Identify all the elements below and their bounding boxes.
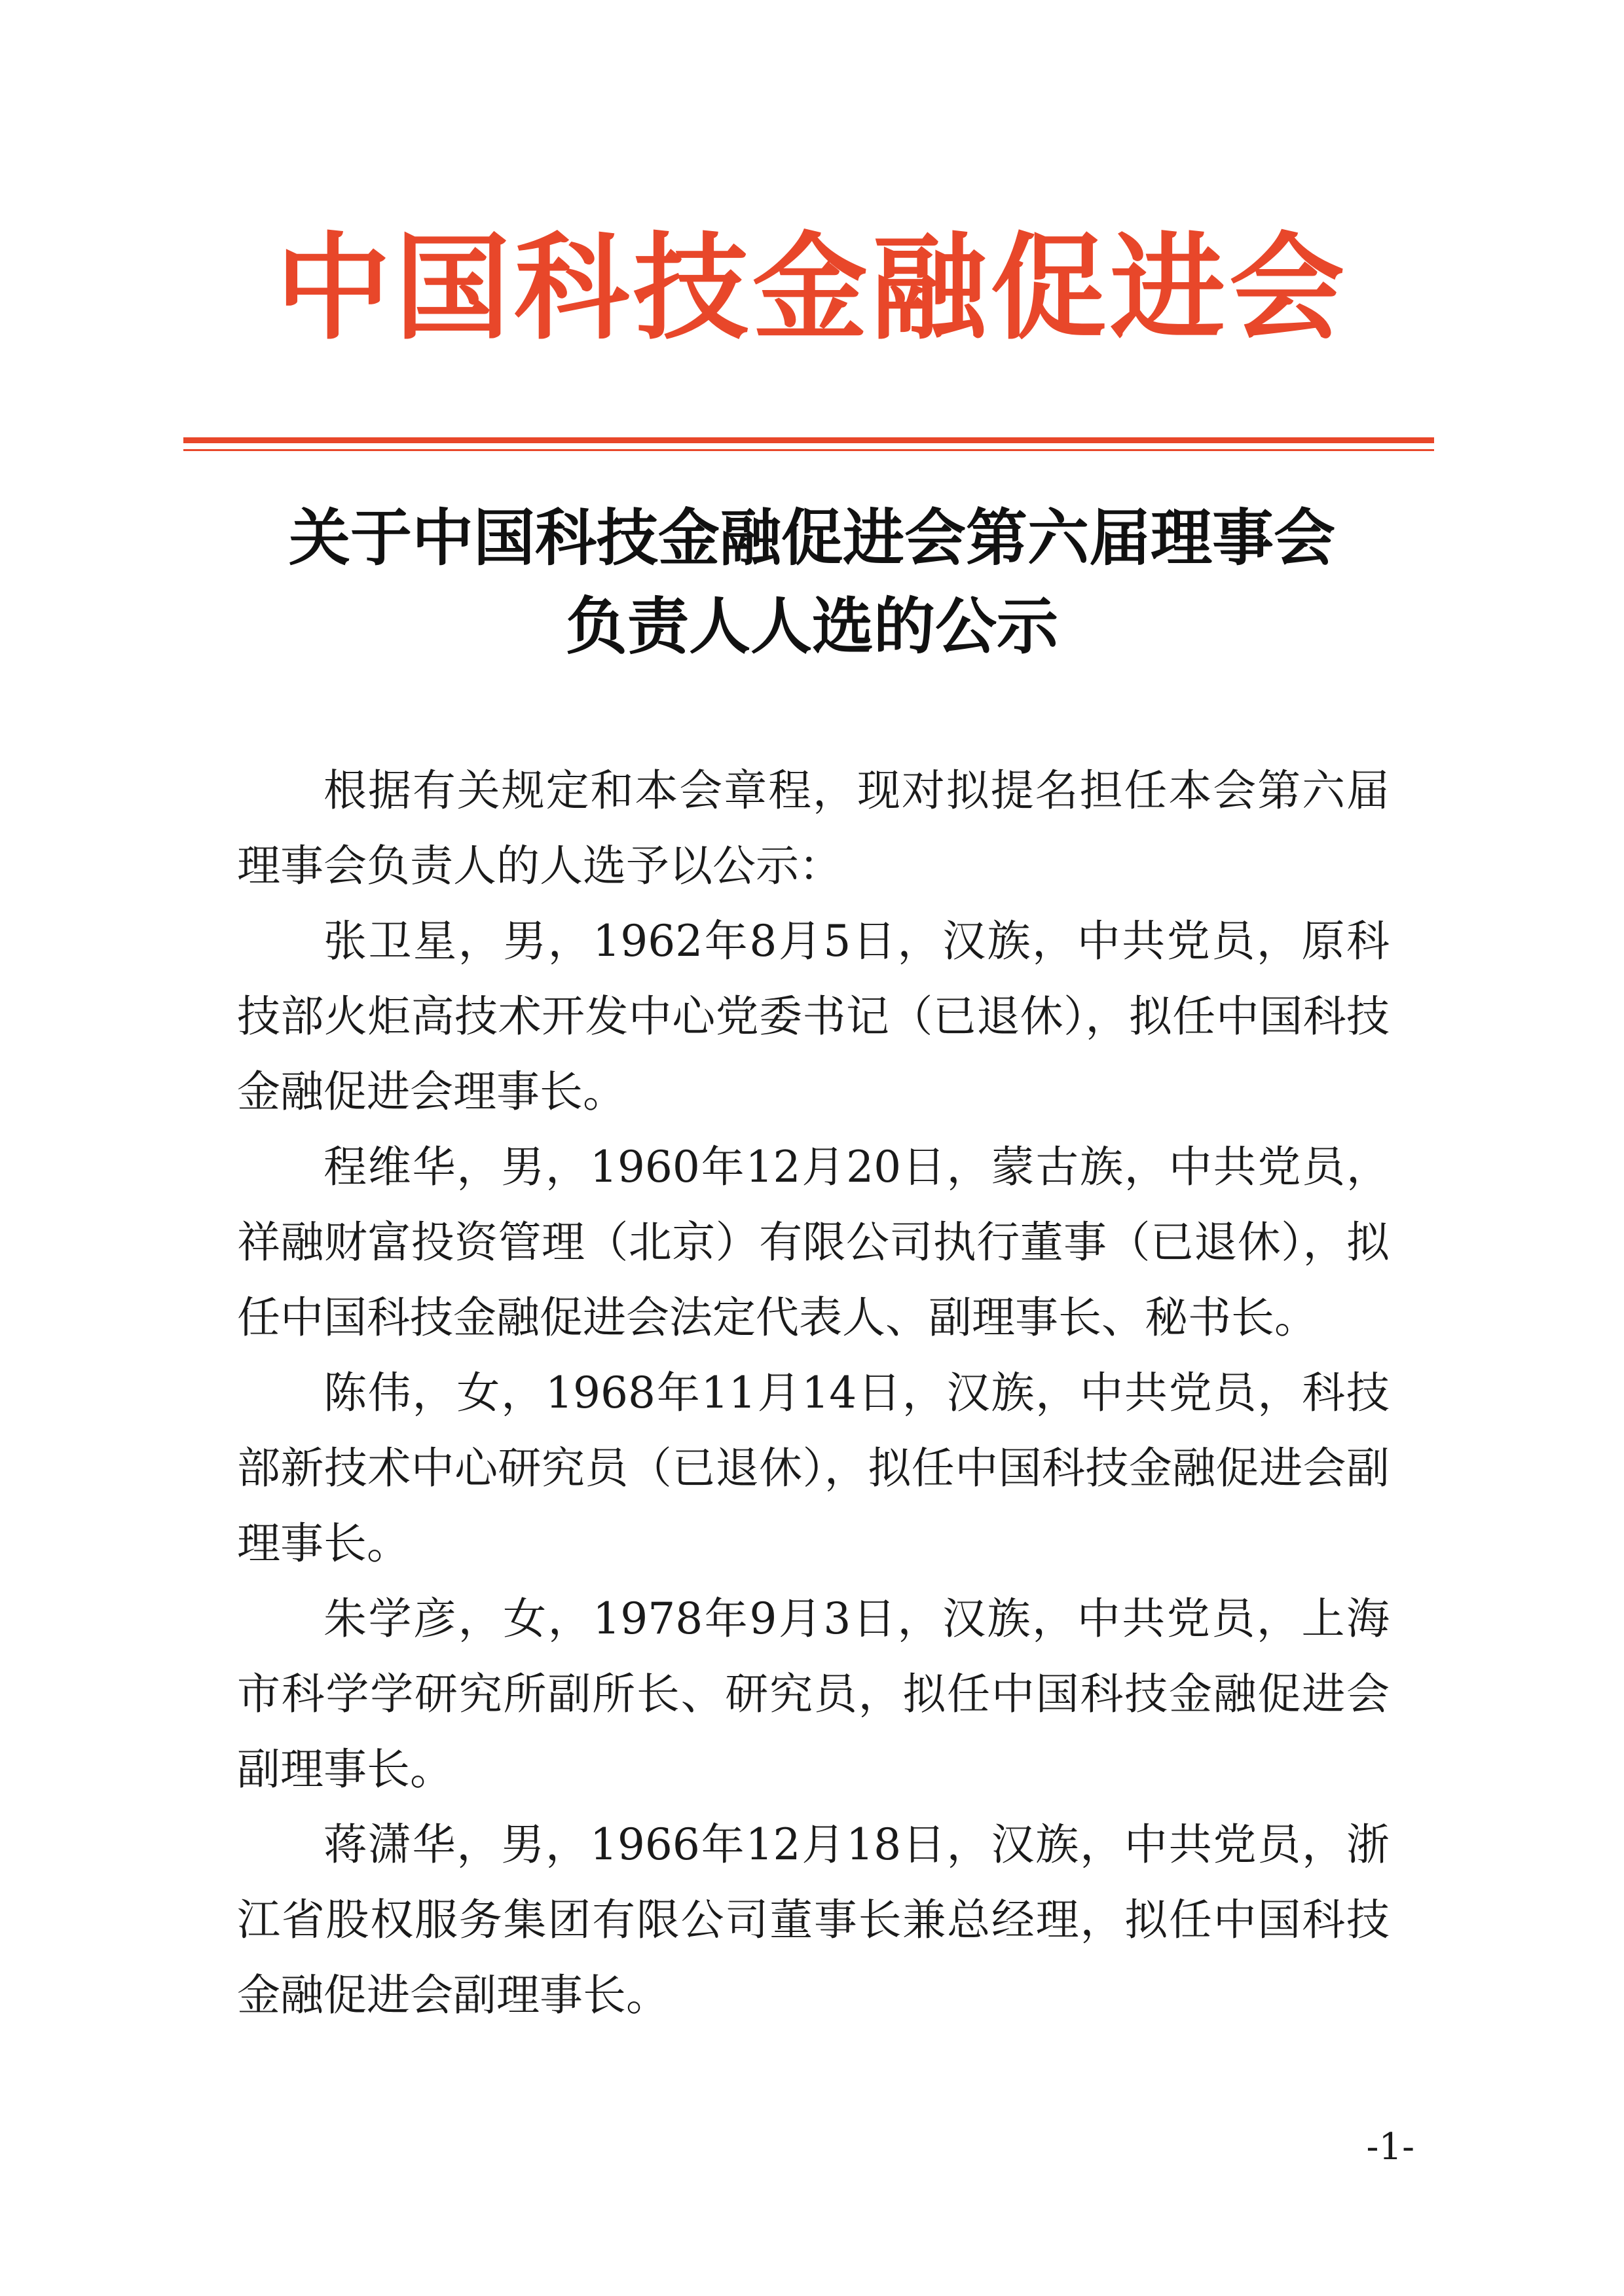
candidate-paragraph-zhang-weixing: 张卫星，男，1962年8月5日，汉族，中共党员，原科技部火炬高技术开发中心党委书记（已退休），拟任中国科技金融促进会理事长。 (237, 916, 1390, 1117)
page-number: -1- (1366, 2126, 1414, 2168)
organization-letterhead: 中国科技金融促进会 (275, 220, 1348, 355)
document-body (237, 753, 1390, 2033)
candidate-paragraph-zhu-xueyan: 朱学彦，女，1978年9月3日，汉族，中共党员，上海市科学学研究所副所长、研究员，拟任中国科技金融促进会副理事长。 (237, 1594, 1390, 1795)
divider-thin-line (183, 449, 1434, 451)
letterhead-divider (183, 437, 1434, 458)
document-title-line-1: 关于中国科技金融促进会第六届理事会 (288, 502, 1335, 574)
candidate-paragraph-cheng-weihua: 程维华，男，1960年12月20日，蒙古族，中共党员，祥融财富投资管理（北京）有限公司执行董事（已退休），拟任中国科技金融促进会法定代表人、副理事长、秘书长。 (237, 1142, 1390, 1343)
candidate-paragraph-chen-wei: 陈伟，女，1968年11月14日，汉族，中共党员，科技部新技术中心研究员（已退休），拟任中国科技金融促进会副理事长。 (237, 1368, 1390, 1569)
divider-thick-line (183, 437, 1434, 443)
intro-paragraph: 根据有关规定和本会章程，现对拟提名担任本会第六届理事会负责人的人选予以公示： (237, 765, 1390, 891)
document-title-line-2: 负责人人选的公示 (565, 591, 1058, 663)
candidate-paragraph-jiang-xiaohua: 蒋潇华，男，1966年12月18日，汉族，中共党员，浙江省股权服务集团有限公司董事长兼总经理，拟任中国科技金融促进会副理事长。 (237, 1819, 1390, 2020)
document-title (0, 494, 1624, 671)
